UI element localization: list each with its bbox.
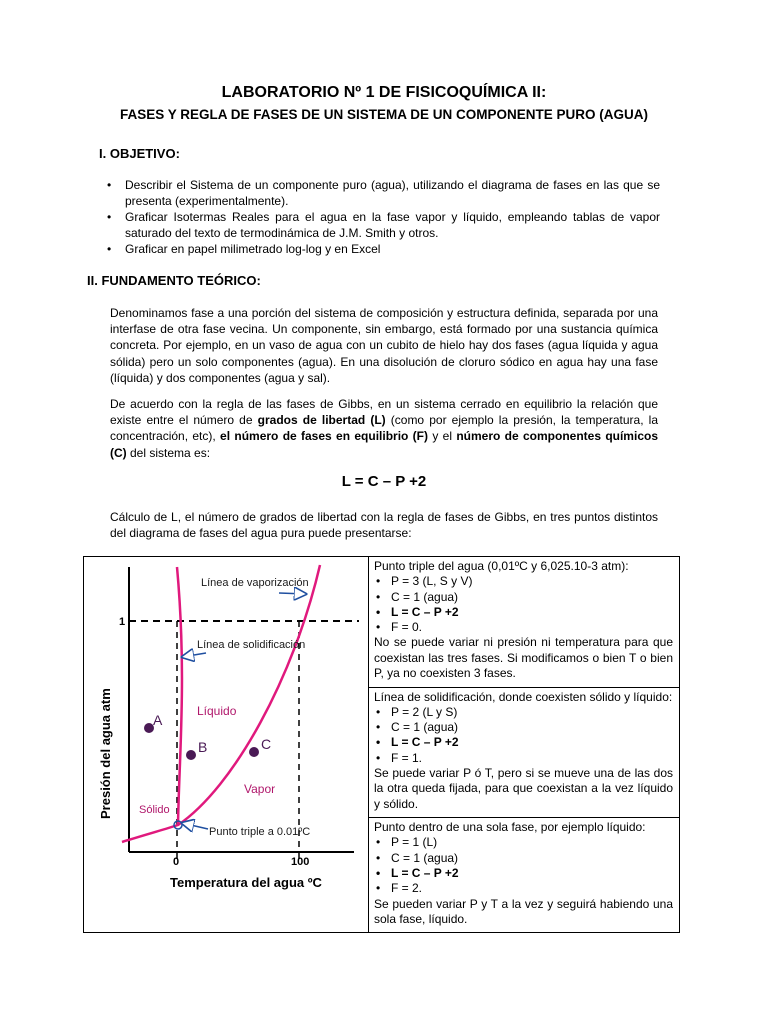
theory-heading: II. FUNDAMENTO TEÓRICO: [87, 273, 261, 288]
bold-span: grados de libertad (L) [257, 413, 386, 428]
list-item: • P = 1 (L) [374, 835, 673, 850]
region-vapor: Vapor [244, 782, 276, 796]
theory-paragraph-2 [110, 396, 658, 461]
point-a-label: A [153, 712, 163, 728]
list-item: • P = 3 (L, S y V) [374, 574, 673, 589]
case-cell-1 [369, 557, 680, 688]
solidification-label: Línea de solidificación [197, 639, 306, 651]
case-list [374, 574, 673, 635]
list-item: • F = 0. [374, 620, 673, 635]
list-item: • Graficar Isotermas Reales para el agua en la fase vapor y líquido, empleando tablas de vapor saturado del texto de termodinámica de J.M. Smith y otros. [104, 209, 660, 241]
theory-paragraph-1: Denominamos fase a una porción del sistema de composición y estructura definida, separada por una interfase de otra fase vecina. Un componente, sin embargo, está formado por una sustancia química concreta. Por ejemplo, en un vaso de agua con un cubito de hielo hay dos fases (agua líquida y agua sólida) pero un solo componentes (agua). En una disolución de cloruro sódico en agua hay una fase (líquida) y dos componentes (agua y sal). [110, 306, 658, 385]
y-axis-label: Presión del agua atm [98, 688, 113, 819]
table-row [84, 557, 680, 688]
case-cell-3 [369, 818, 680, 933]
point-b-label: B [198, 739, 208, 755]
objective-list [104, 177, 660, 257]
list-item: • L = C – P +2 [374, 866, 673, 881]
document-subtitle: FASES Y REGLA DE FASES DE UN SISTEMA DE UN COMPONENTE PURO (AGUA) [119, 107, 649, 122]
solidification-arrow [182, 653, 206, 657]
case-cell-2 [369, 687, 680, 818]
region-solid: Sólido [139, 804, 170, 816]
bold-span: número de componentes químicos (C) [110, 429, 658, 460]
case-title: Línea de solidificación, donde coexisten sólido y líquido: [374, 689, 673, 704]
phase-diagram-cell [84, 557, 369, 933]
vaporization-arrow [279, 593, 306, 594]
case-list [374, 705, 673, 766]
theory-paragraph-3: Cálculo de L, el número de grados de libertad con la regla de fases de Gibbs, en tres puntos distintos del diagrama de fases del agua pura puede presentarse: [110, 510, 658, 541]
point-b-dot [186, 750, 196, 760]
text-span: y el [428, 429, 457, 444]
case-title: Punto dentro de una sola fase, por ejemplo líquido: [374, 820, 646, 835]
list-item: • Graficar en papel milimetrado log-log y en Excel [104, 241, 660, 257]
text-span: De acuerdo con la regla de las fases de Gibbs, en un sistema cerrado en equilibrio la relación que existe entre el número de [110, 397, 658, 428]
list-item: • C = 1 (agua) [374, 851, 673, 866]
phase-table [83, 556, 680, 933]
gibbs-formula: L = C – P +2 [341, 473, 427, 490]
triple-point-label: Punto triple a 0.01ºC [209, 826, 311, 838]
list-item: • L = C – P +2 [374, 605, 673, 620]
document-title: LABORATORIO Nº 1 DE FISICOQUÍMICA II: [221, 84, 547, 101]
triple-point-arrow [182, 823, 208, 829]
region-liquid: Líquido [197, 704, 237, 718]
case-list [374, 835, 673, 896]
text-span: (como por ejemplo la presión, la temperatura, la concentración, etc), [110, 413, 658, 444]
bold-span: el número de fases en equilibrio (F) [220, 429, 429, 444]
phase-diagram [84, 557, 368, 927]
list-item: • L = C – P +2 [374, 735, 673, 750]
case-note: No se puede variar ni presión ni temperatura para que coexistan las tres fases. Si modificamos o bien T o bien P, ya no coexisten 3 fases. [374, 635, 673, 681]
point-c-dot [249, 747, 259, 757]
tick-y-1-label: 1 [119, 616, 126, 628]
case-note: Se puede variar P ó T, pero si se mueve una de las dos la otra queda fijada, para que coexistan a la vez líquido y sólido. [374, 766, 673, 811]
text-span: del sistema es: [126, 445, 211, 460]
list-item: • C = 1 (agua) [374, 720, 673, 735]
tick-x-0-label: 0 [173, 856, 180, 868]
tick-x-100-label: 100 [291, 856, 310, 868]
point-c-label: C [261, 736, 272, 752]
x-axis-label: Temperatura del agua ºC [170, 875, 322, 890]
vaporization-label: Línea de vaporización [201, 577, 309, 589]
list-item: • F = 1. [374, 751, 673, 766]
list-item: • F = 2. [374, 881, 673, 896]
case-title: Punto triple del agua (0,01ºC y 6,025.10-3 atm): [374, 559, 629, 573]
list-item: • C = 1 (agua) [374, 590, 673, 605]
list-item: • Describir el Sistema de un componente puro (agua), utilizando el diagrama de fases en las que se presenta (experimentalmente). [104, 177, 660, 209]
case-note: Se pueden variar P y T a la vez y seguirá habiendo una sola fase, líquido. [374, 896, 673, 926]
objective-heading: I. OBJETIVO: [99, 146, 180, 161]
list-item: • P = 2 (L y S) [374, 705, 673, 720]
